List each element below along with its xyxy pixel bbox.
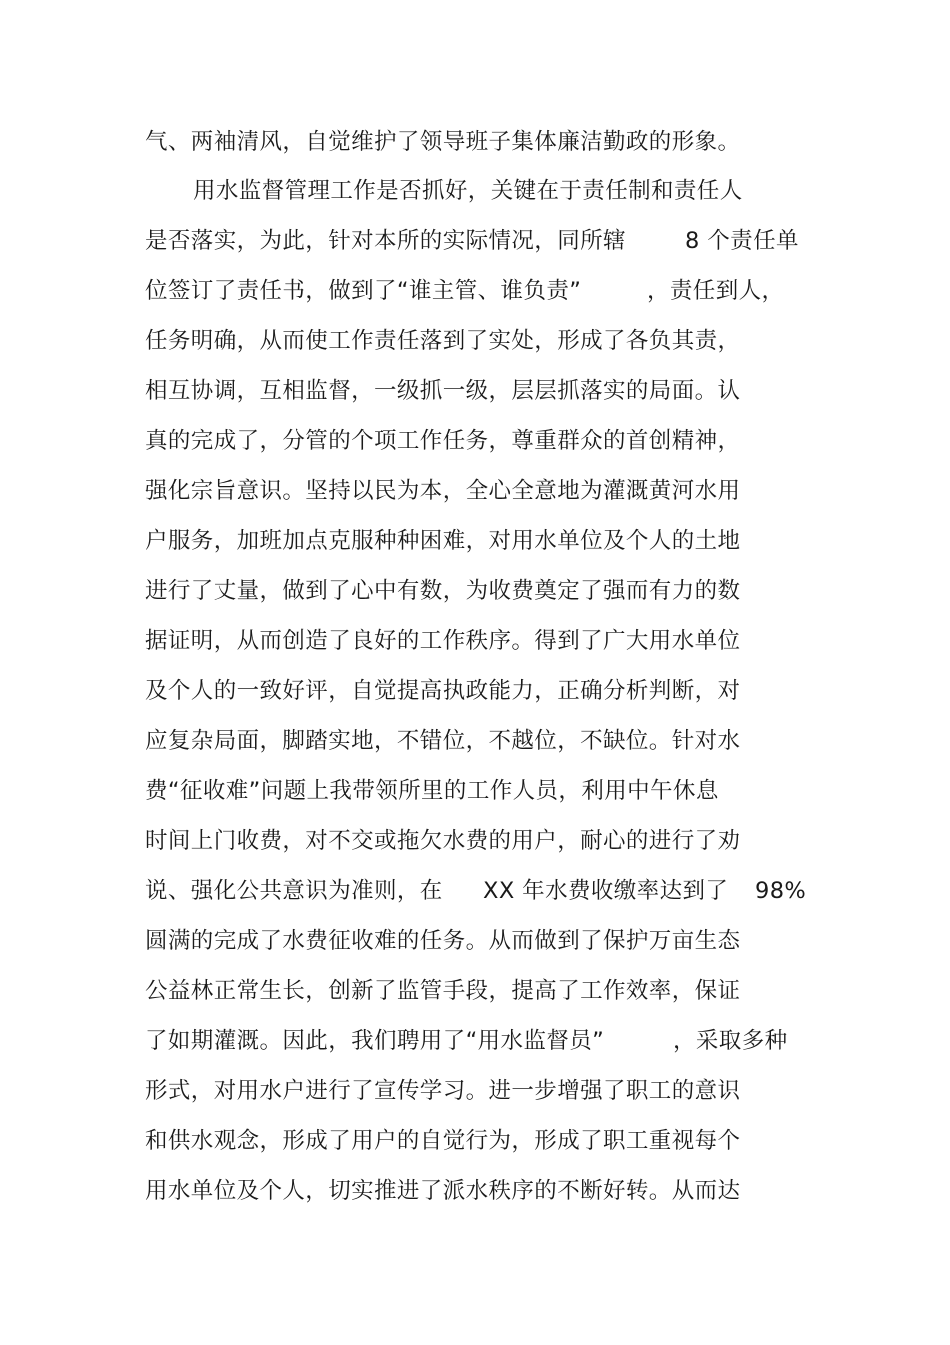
text-line-18: 公益林正常生长，创新了监管手段，提高了工作效率，保证 (145, 978, 741, 1004)
text-segment: 98% (755, 878, 807, 904)
text-line-12: 及个人的一致好评，自觉提高执政能力，正确分析判断，对 (145, 678, 741, 704)
text-line-5: 任务明确，从而使工作责任落到了实处，形成了各负其责， (145, 328, 741, 354)
text-line-21: 和供水观念，形成了用户的自觉行为，形成了职工重视每个 (145, 1128, 741, 1154)
text-line-22: 用水单位及个人，切实推进了派水秩序的不断好转。从而达 (145, 1178, 741, 1204)
text-line-11: 据证明，从而创造了良好的工作秩序。得到了广大用水单位 (145, 628, 741, 654)
text-segment: 了如期灌溉。因此，我们聘用了“用水监督员” (145, 1028, 605, 1054)
text-line-6: 相互协调，互相监督，一级抓一级，层层抓落实的局面。认 (145, 378, 741, 404)
text-line-3 (145, 226, 845, 256)
text-line-9: 户服务，加班加点克服种种困难，对用水单位及个人的土地 (145, 528, 741, 554)
text-segment: 是否落实，为此，针对本所的实际情况，同所辖 (145, 228, 626, 254)
text-line-1: 气、两袖清风，自觉维护了领导班子集体廉洁勤政的形象。 (145, 129, 741, 155)
text-segment: 8 个责任单 (685, 228, 799, 254)
text-line-10: 进行了丈量，做到了心中有数，为收费奠定了强而有力的数 (145, 578, 741, 604)
text-segment: ，采取多种 (673, 1028, 788, 1054)
text-line-8: 强化宗旨意识。坚持以民为本，全心全意地为灌溉黄河水用 (145, 478, 741, 504)
text-line-16 (145, 876, 845, 906)
text-line-4 (145, 276, 845, 306)
text-line-19 (145, 1026, 845, 1056)
text-line-17: 圆满的完成了水费征收难的任务。从而做到了保护万亩生态 (145, 928, 741, 954)
text-segment: XX 年水费收缴率达到了 (483, 878, 729, 904)
text-line-7: 真的完成了，分管的个项工作任务，尊重群众的首创精神， (145, 428, 741, 454)
text-segment: ，责任到人， (647, 278, 785, 304)
text-line-14: 费“征收难”问题上我带领所里的工作人员，利用中午休息 (145, 778, 719, 804)
text-segment: 位签订了责任书，做到了“谁主管、谁负责” (145, 278, 582, 304)
text-line-15: 时间上门收费，对不交或拖欠水费的用户，耐心的进行了劝 (145, 828, 741, 854)
text-segment: 说、强化公共意识为准则，在 (145, 878, 443, 904)
text-line-13: 应复杂局面，脚踏实地，不错位，不越位，不缺位。针对水 (145, 728, 741, 754)
paragraph-first-line: 用水监督管理工作是否抓好，关键在于责任制和责任人 (193, 178, 743, 204)
text-line-20: 形式，对用水户进行了宣传学习。进一步增强了职工的意识 (145, 1078, 741, 1104)
